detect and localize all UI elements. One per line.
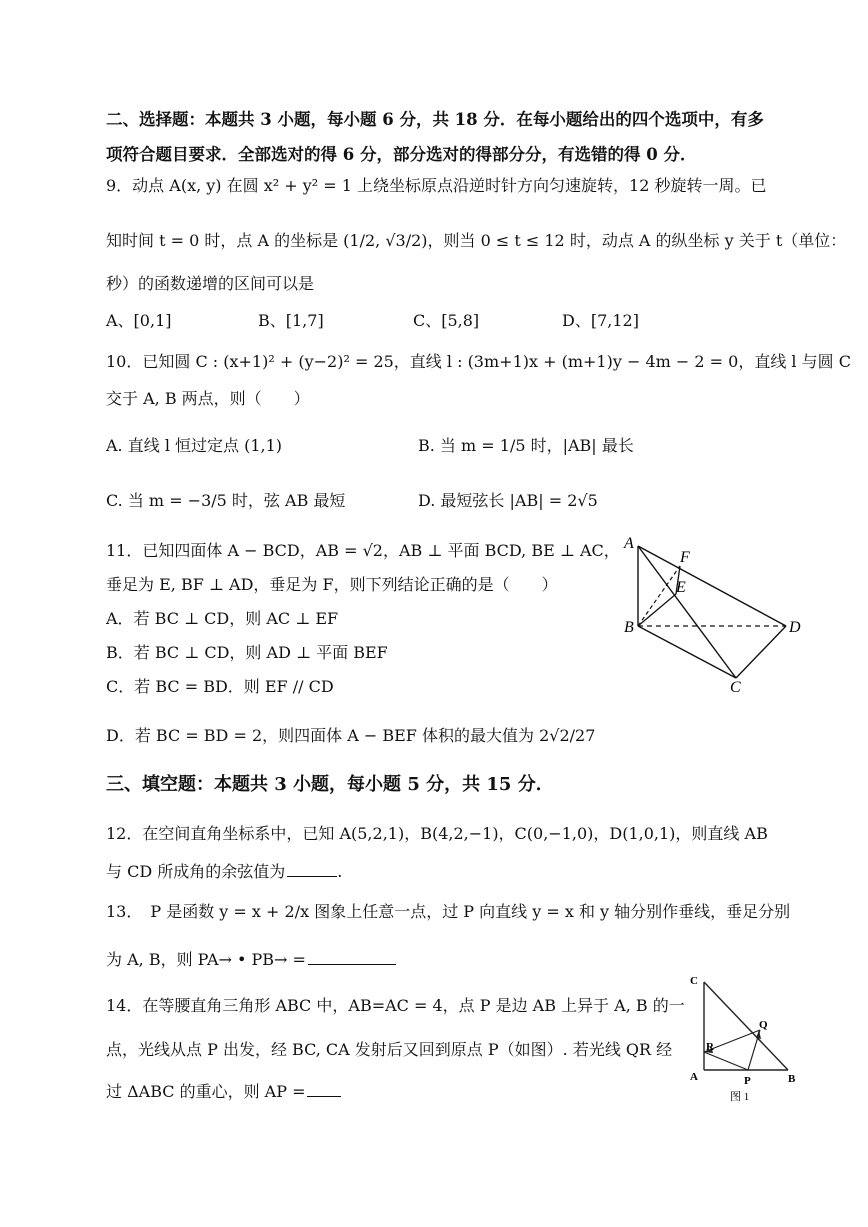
figure-caption: 图 1 (730, 1091, 750, 1103)
label-b: B (788, 1073, 796, 1085)
q12-line2-text: 与 CD 所成角的余弦值为 (106, 862, 286, 881)
label-b: B (624, 619, 634, 636)
section3-heading: 三、填空题：本题共 3 小题，每小题 5 分，共 15 分． (106, 774, 554, 795)
segment-be (638, 594, 676, 626)
q13-answer-blank[interactable] (308, 950, 396, 965)
q10-option-b: B. 当 m = 1/5 时，|AB| 最长 (418, 436, 634, 455)
edge-bc (638, 626, 736, 678)
label-a: A (690, 1071, 698, 1083)
q12-line2 (106, 862, 342, 882)
triangle-reflection-figure (686, 972, 806, 1108)
q13-line2-text: 为 A, B，则 PA→ • PB→ = (106, 950, 306, 969)
q14-answer-blank[interactable] (307, 1082, 341, 1097)
ray-rp (704, 1052, 748, 1070)
q13-line2 (106, 950, 396, 970)
section2-heading-line2: 项符合题目要求．全部选对的得 6 分，部分选对的得部分分，有选错的得 0 分． (106, 145, 697, 164)
q11-option-a: A．若 BC ⊥ CD，则 AC ⊥ EF (106, 609, 339, 628)
q10-line2: 交于 A, B 两点，则（ ） (106, 389, 310, 408)
label-r: R (706, 1041, 714, 1053)
q14-line3 (106, 1082, 341, 1102)
label-e: E (676, 579, 686, 596)
q11-line1: 11．已知四面体 A − BCD，AB = √2，AB ⊥ 平面 BCD, BE ⊥ AC， (106, 541, 620, 560)
q11-option-d: D．若 BC = BD = 2，则四面体 A − BEF 体积的最大值为 2√2/27 (106, 726, 596, 745)
label-q: Q (759, 1019, 768, 1031)
label-c: C (730, 679, 741, 696)
q10-option-c: C. 当 m = −3/5 时，弦 AB 最短 (106, 491, 346, 510)
q10-line1: 10．已知圆 C : (x+1)² + (y−2)² = 25，直线 l : (3m+1)x + (m+1)y − 4m − 2 = 0，直线 l 与圆 C (106, 352, 851, 371)
section2-heading-line1: 二、选择题：本题共 3 小题，每小题 6 分，共 18 分．在每小题给出的四个选项中，有多 (106, 110, 764, 129)
label-d: D (789, 619, 801, 636)
label-p: P (744, 1075, 751, 1087)
edge-cd (736, 626, 786, 678)
q9-option-a: A、[0,1] (106, 311, 172, 330)
label-a: A (624, 535, 634, 552)
q9-line3: 秒）的函数递增的区间可以是 (106, 274, 315, 293)
q9-option-b: B、[1,7] (258, 311, 324, 330)
q9-option-d: D、[7,12] (562, 311, 639, 330)
q9-line1: 9．动点 A(x, y) 在圆 x² + y² = 1 上绕坐标原点沿逆时针方向匀速旋转，12 秒旋转一周。已 (106, 176, 767, 195)
q12-answer-blank[interactable] (287, 862, 337, 877)
q10-option-d: D. 最短弦长 |AB| = 2√5 (418, 491, 598, 510)
q13-line1: 13． P 是函数 y = x + 2/x 图象上任意一点，过 P 向直线 y = x 和 y 轴分别作垂线，垂足分别 (106, 902, 791, 921)
q14-line2: 点，光线从点 P 出发，经 BC, CA 发射后又回到原点 P（如图）. 若光线 QR 经 (106, 1040, 673, 1059)
label-c: C (690, 975, 698, 987)
q9-option-c: C、[5,8] (413, 311, 480, 330)
tetrahedron-figure (618, 532, 818, 700)
q11-option-c: C．若 BC = BD．则 EF // CD (106, 677, 334, 696)
q9-line2: 知时间 t = 0 时，点 A 的坐标是 (1/2, √3/2)，则当 0 ≤ t ≤ 12 时，动点 A 的纵坐标 y 关于 t（单位： (106, 231, 847, 250)
q12-line1: 12．在空间直角坐标系中，已知 A(5,2,1)，B(4,2,−1)，C(0,−1,0)，D(1,0,1)，则直线 AB (106, 824, 768, 843)
q14-line1: 14．在等腰直角三角形 ABC 中，AB=AC = 4，点 P 是边 AB 上异于 A, B 的一 (106, 996, 685, 1015)
q12-period: . (337, 862, 343, 881)
label-f: F (680, 549, 690, 566)
q10-option-a: A. 直线 l 恒过定点 (1,1) (106, 436, 283, 455)
edge-ad (638, 546, 786, 626)
q14-line3-text: 过 ΔABC 的重心，则 AP = (106, 1082, 306, 1101)
q11-option-b: B．若 BC ⊥ CD，则 AD ⊥ 平面 BEF (106, 643, 388, 662)
q11-line2: 垂足为 E, BF ⊥ AD，垂足为 F，则下列结论正确的是（ ） (106, 575, 558, 594)
